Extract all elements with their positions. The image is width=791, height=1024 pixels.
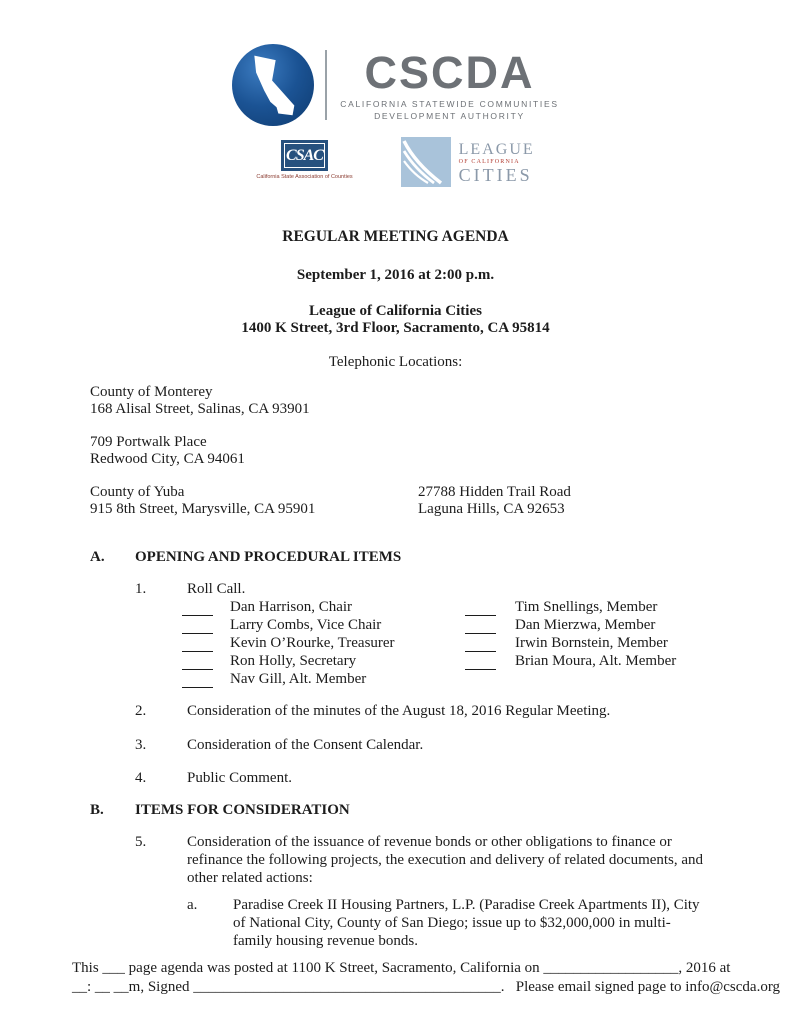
league-of-california-cities-logo bbox=[401, 137, 535, 187]
roll-call-name: Dan Mierzwa, Member bbox=[515, 617, 656, 633]
roll-call-name: Tim Snellings, Member bbox=[515, 599, 658, 615]
cscda-tagline-2: DEVELOPMENT AUTHORITY bbox=[374, 110, 525, 121]
roll-call-list bbox=[182, 598, 791, 688]
item-text: Roll Call. bbox=[187, 581, 246, 597]
location-line: 27788 Hidden Trail Road bbox=[418, 484, 571, 500]
roll-call-name: Larry Combs, Vice Chair bbox=[230, 617, 382, 633]
telephonic-locations-list bbox=[90, 384, 791, 518]
roll-call-row bbox=[182, 652, 791, 670]
item-text: Consideration of the Consent Calendar. bbox=[187, 737, 424, 753]
footer-line-1: This ___ page agenda was posted at 1100 K Street, Sacramento, California on __________________, 2016 at bbox=[72, 960, 731, 976]
csac-box-icon bbox=[281, 140, 328, 171]
item-number: 1. bbox=[135, 581, 147, 597]
cscda-wordmark bbox=[340, 46, 559, 121]
league-wordmark bbox=[459, 137, 535, 184]
roll-call-blank-line bbox=[182, 674, 213, 688]
location-laguna bbox=[418, 484, 571, 518]
location-line: 709 Portwalk Place bbox=[90, 434, 207, 450]
location-line: Redwood City, CA 94061 bbox=[90, 451, 245, 467]
subitem-letter: a. bbox=[187, 897, 198, 913]
item-number: 5. bbox=[135, 834, 147, 850]
roll-call-blank-line bbox=[182, 656, 213, 670]
roll-call-entry bbox=[465, 616, 655, 634]
california-globe-icon bbox=[232, 44, 314, 126]
roll-call-blank-line bbox=[465, 656, 496, 670]
partner-logos-row bbox=[0, 137, 791, 195]
location-line: County of Monterey bbox=[90, 384, 213, 400]
roll-call-blank-line bbox=[182, 620, 213, 634]
roll-call-entry bbox=[182, 670, 465, 688]
meeting-datetime: September 1, 2016 at 2:00 p.m. bbox=[296, 267, 495, 283]
footer-line-2: __: __ __m, Signed _________________________________________. Please email signed page to info@cscda.org bbox=[72, 979, 781, 995]
roll-call-entry bbox=[465, 652, 676, 670]
agenda-item-5a bbox=[187, 896, 791, 950]
roll-call-name: Brian Moura, Alt. Member bbox=[515, 653, 677, 669]
item-text: Consideration of the minutes of the August 18, 2016 Regular Meeting. bbox=[187, 703, 611, 719]
cscda-tagline-1: CALIFORNIA STATEWIDE COMMUNITIES bbox=[340, 98, 559, 109]
roll-call-row bbox=[182, 634, 791, 652]
roll-call-name: Irwin Bornstein, Member bbox=[515, 635, 668, 651]
roll-call-name: Dan Harrison, Chair bbox=[230, 599, 353, 615]
venue-name: League of California Cities bbox=[309, 303, 482, 319]
roll-call-entry bbox=[182, 634, 465, 652]
agenda-item-2 bbox=[135, 702, 791, 720]
section-b-heading bbox=[90, 802, 791, 819]
subitem-text: Paradise Creek II Housing Partners, L.P. (Paradise Creek Apartments II), City of National City, County of San Diego; issue up to $32,000,000 in multi-family housing revenue bonds. bbox=[233, 897, 700, 949]
section-a-title: OPENING AND PROCEDURAL ITEMS bbox=[135, 549, 402, 565]
agenda-item-1 bbox=[135, 580, 791, 598]
roll-call-name: Kevin O’Rourke, Treasurer bbox=[230, 635, 395, 651]
csac-logo bbox=[256, 140, 352, 180]
roll-call-name: Ron Holly, Secretary bbox=[230, 653, 357, 669]
location-line: 168 Alisal Street, Salinas, CA 93901 bbox=[90, 401, 310, 417]
location-line: 915 8th Street, Marysville, CA 95901 bbox=[90, 501, 316, 517]
agenda-item-3 bbox=[135, 736, 791, 754]
page-title: REGULAR MEETING AGENDA bbox=[282, 228, 509, 245]
cscda-logo bbox=[0, 0, 791, 126]
roll-call-row bbox=[182, 616, 791, 634]
roll-call-blank-line bbox=[182, 638, 213, 652]
item-number: 3. bbox=[135, 737, 147, 753]
league-word-cities: CITIES bbox=[458, 165, 533, 185]
roll-call-entry bbox=[182, 598, 465, 616]
logo-divider bbox=[325, 50, 327, 120]
section-a-label: A. bbox=[90, 549, 105, 565]
section-a-heading bbox=[90, 549, 791, 566]
roll-call-entry bbox=[182, 652, 465, 670]
roll-call-row bbox=[182, 670, 791, 688]
section-b-title: ITEMS FOR CONSIDERATION bbox=[135, 802, 350, 818]
roll-call-entry bbox=[182, 616, 465, 634]
location-line: County of Yuba bbox=[90, 484, 185, 500]
meeting-venue bbox=[0, 303, 791, 337]
section-b-label: B. bbox=[90, 802, 104, 818]
cscda-acronym: CSCDA bbox=[364, 46, 535, 98]
roll-call-row bbox=[182, 598, 791, 616]
location-yuba bbox=[90, 484, 418, 518]
roll-call-name: Nav Gill, Alt. Member bbox=[230, 671, 367, 687]
agenda-item-4 bbox=[135, 769, 791, 787]
agenda-item-5 bbox=[135, 833, 791, 887]
league-word-league: LEAGUE bbox=[458, 141, 535, 158]
roll-call-blank-line bbox=[465, 602, 496, 616]
roll-call-entry bbox=[465, 598, 657, 616]
league-word-of-california: OF CALIFORNIA bbox=[458, 159, 520, 165]
item-text: Consideration of the issuance of revenue bonds or other obligations to finance or refinance the following projects, the execution and delivery of related documents, and other related actions: bbox=[187, 834, 704, 886]
california-state-silhouette-icon bbox=[246, 53, 300, 117]
location-portwalk bbox=[90, 434, 791, 468]
telephonic-locations-label: Telephonic Locations: bbox=[328, 354, 463, 370]
roll-call-blank-line bbox=[465, 638, 496, 652]
league-waves-icon bbox=[401, 137, 451, 187]
item-text: Public Comment. bbox=[187, 770, 292, 786]
item-number: 4. bbox=[135, 770, 147, 786]
location-row-yuba-laguna bbox=[90, 484, 791, 518]
location-line: Laguna Hills, CA 92653 bbox=[418, 501, 565, 517]
csac-acronym: CSAC bbox=[286, 146, 323, 164]
csac-caption: California State Association of Counties bbox=[256, 174, 353, 180]
location-monterey bbox=[90, 384, 791, 418]
venue-address: 1400 K Street, 3rd Floor, Sacramento, CA 95814 bbox=[241, 320, 550, 336]
posting-certification-footer bbox=[72, 959, 791, 997]
item-number: 2. bbox=[135, 703, 147, 719]
roll-call-blank-line bbox=[182, 602, 213, 616]
roll-call-blank-line bbox=[465, 620, 496, 634]
roll-call-entry bbox=[465, 634, 668, 652]
